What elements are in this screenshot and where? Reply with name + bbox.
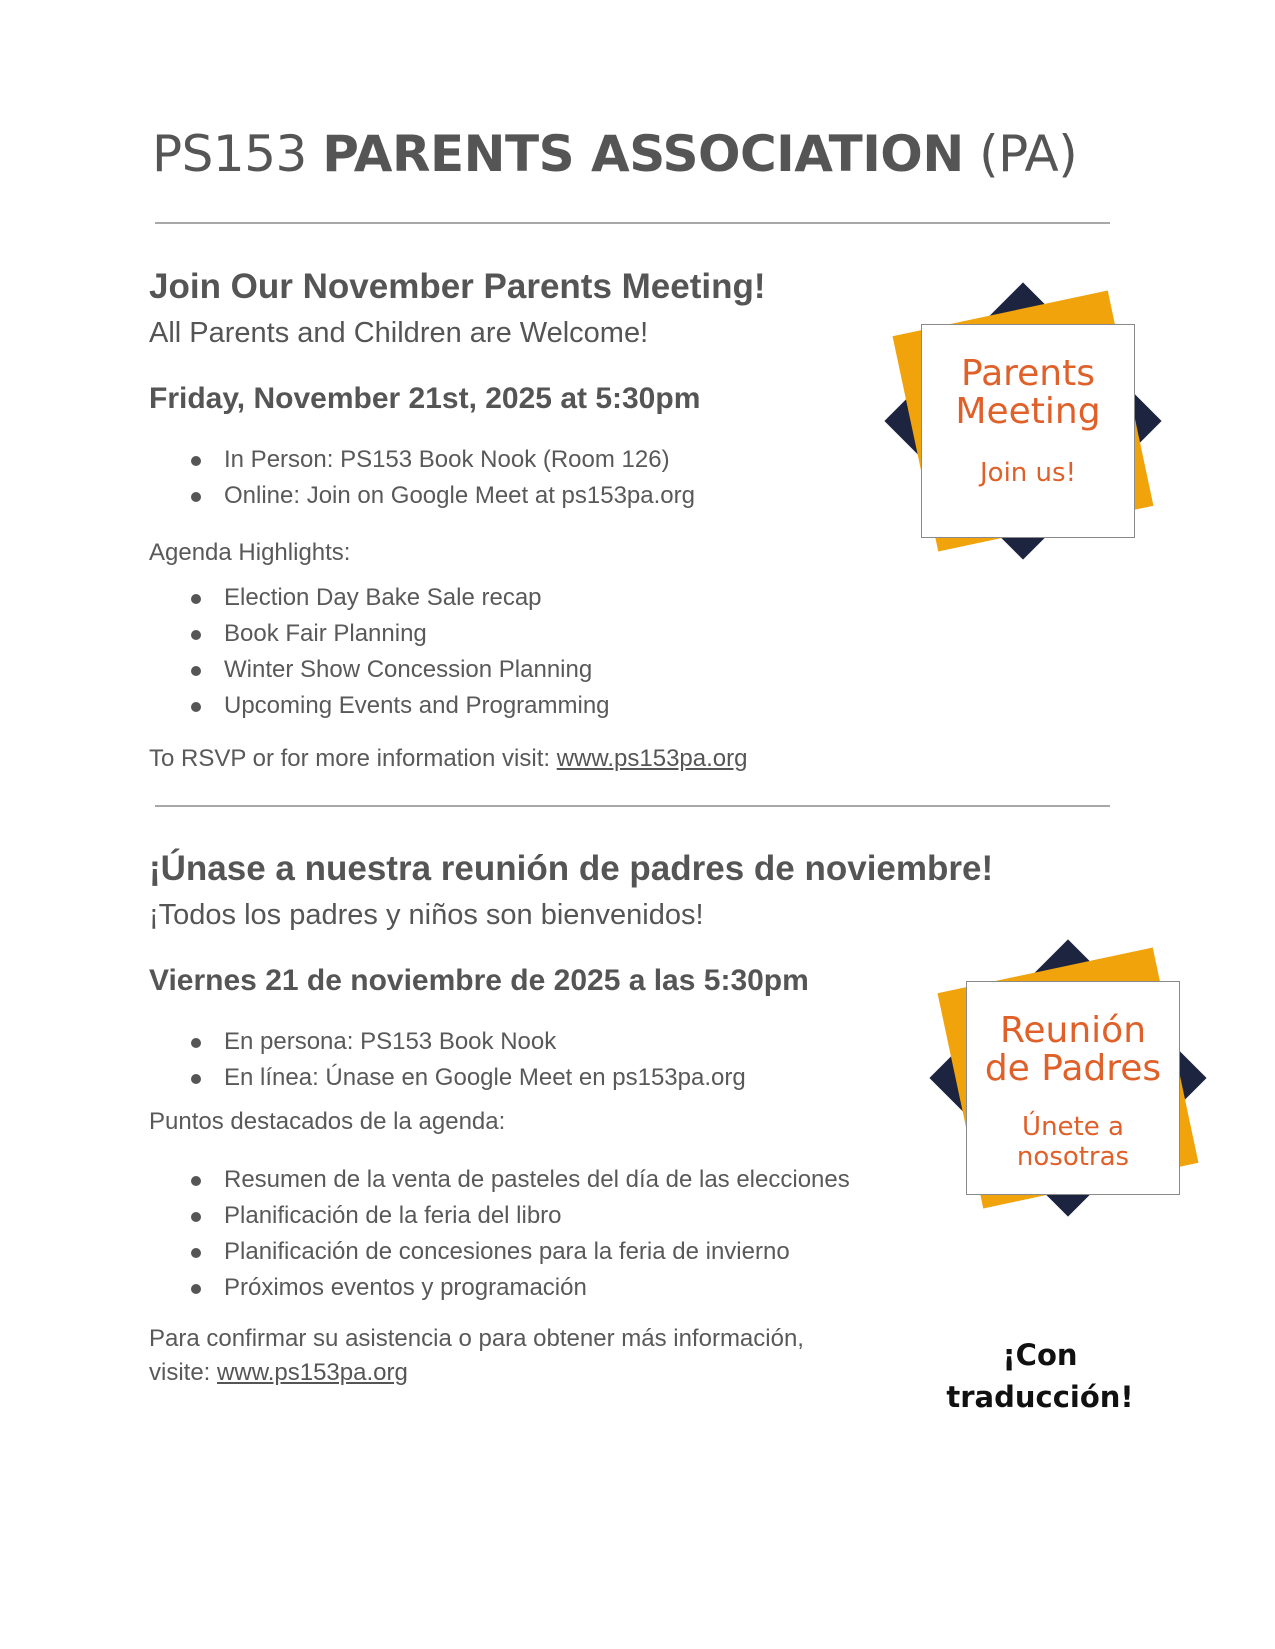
list-item: Book Fair Planning xyxy=(149,616,610,652)
english-subheading: All Parents and Children are Welcome! xyxy=(149,317,649,349)
list-item: Winter Show Concession Planning xyxy=(149,652,610,688)
badge-card xyxy=(921,324,1135,538)
list-item: Upcoming Events and Programming xyxy=(149,688,610,724)
list-item: Online: Join on Google Meet at ps153pa.org xyxy=(149,478,695,514)
badge-title-line2: de Padres xyxy=(984,1048,1162,1089)
list-item: Planificación de la feria del libro xyxy=(149,1198,850,1234)
title-suffix: (PA) xyxy=(979,125,1078,183)
spanish-location-list xyxy=(149,1024,746,1096)
spanish-agenda-list xyxy=(149,1162,850,1306)
spanish-heading: ¡Únase a nuestra reunión de padres de noviembre! xyxy=(149,849,994,888)
reunion-padres-badge xyxy=(918,928,1218,1228)
title-prefix: PS153 xyxy=(152,125,307,183)
title-bold: PARENTS ASSOCIATION xyxy=(322,125,964,183)
badge-title-line2: Meeting xyxy=(955,391,1101,432)
parents-meeting-badge xyxy=(873,271,1173,571)
list-item: Próximos eventos y programación xyxy=(149,1270,850,1306)
english-rsvp-link[interactable]: www.ps153pa.org xyxy=(556,745,748,772)
list-item: Planificación de concesiones para la feria de invierno xyxy=(149,1234,850,1270)
list-item: Election Day Bake Sale recap xyxy=(149,580,610,616)
divider-middle xyxy=(155,805,1110,807)
english-agenda-list xyxy=(149,580,610,724)
page-title xyxy=(152,122,1152,186)
translation-line1: ¡Con xyxy=(1002,1338,1078,1372)
spanish-agenda-label: Puntos destacados de la agenda: xyxy=(149,1108,506,1135)
english-rsvp-text: To RSVP or for more information visit: xyxy=(149,745,551,772)
list-item: In Person: PS153 Book Nook (Room 126) xyxy=(149,442,695,478)
translation-line2: traducción! xyxy=(946,1380,1134,1414)
badge-title-line1: Reunión xyxy=(999,1010,1147,1051)
list-item: Resumen de la venta de pasteles del día de las elecciones xyxy=(149,1162,850,1198)
spanish-rsvp xyxy=(149,1358,408,1388)
badge-title-line1: Parents xyxy=(961,353,1095,394)
english-rsvp xyxy=(149,744,747,774)
divider-top xyxy=(155,222,1110,224)
badge-subtitle-line1: Únete a xyxy=(1022,1112,1124,1142)
english-agenda-label: Agenda Highlights: xyxy=(149,539,351,566)
list-item: En persona: PS153 Book Nook xyxy=(149,1024,746,1060)
english-heading: Join Our November Parents Meeting! xyxy=(149,267,766,306)
translation-note xyxy=(935,1334,1145,1418)
english-location-list xyxy=(149,442,695,514)
badge-card xyxy=(966,981,1180,1195)
spanish-date-time: Viernes 21 de noviembre de 2025 a las 5:30pm xyxy=(149,964,809,997)
spanish-rsvp-text: visite: xyxy=(149,1359,211,1386)
list-item: En línea: Únase en Google Meet en ps153pa.org xyxy=(149,1060,746,1096)
badge-subtitle: Join us! xyxy=(980,458,1076,488)
spanish-rsvp-link[interactable]: www.ps153pa.org xyxy=(217,1359,408,1386)
english-date-time: Friday, November 21st, 2025 at 5:30pm xyxy=(149,382,701,415)
spanish-subheading: ¡Todos los padres y niños son bienvenidos! xyxy=(149,899,704,931)
spanish-rsvp-line1: Para confirmar su asistencia o para obtener más información, xyxy=(149,1325,804,1352)
badge-subtitle-line2: nosotras xyxy=(1016,1142,1130,1172)
